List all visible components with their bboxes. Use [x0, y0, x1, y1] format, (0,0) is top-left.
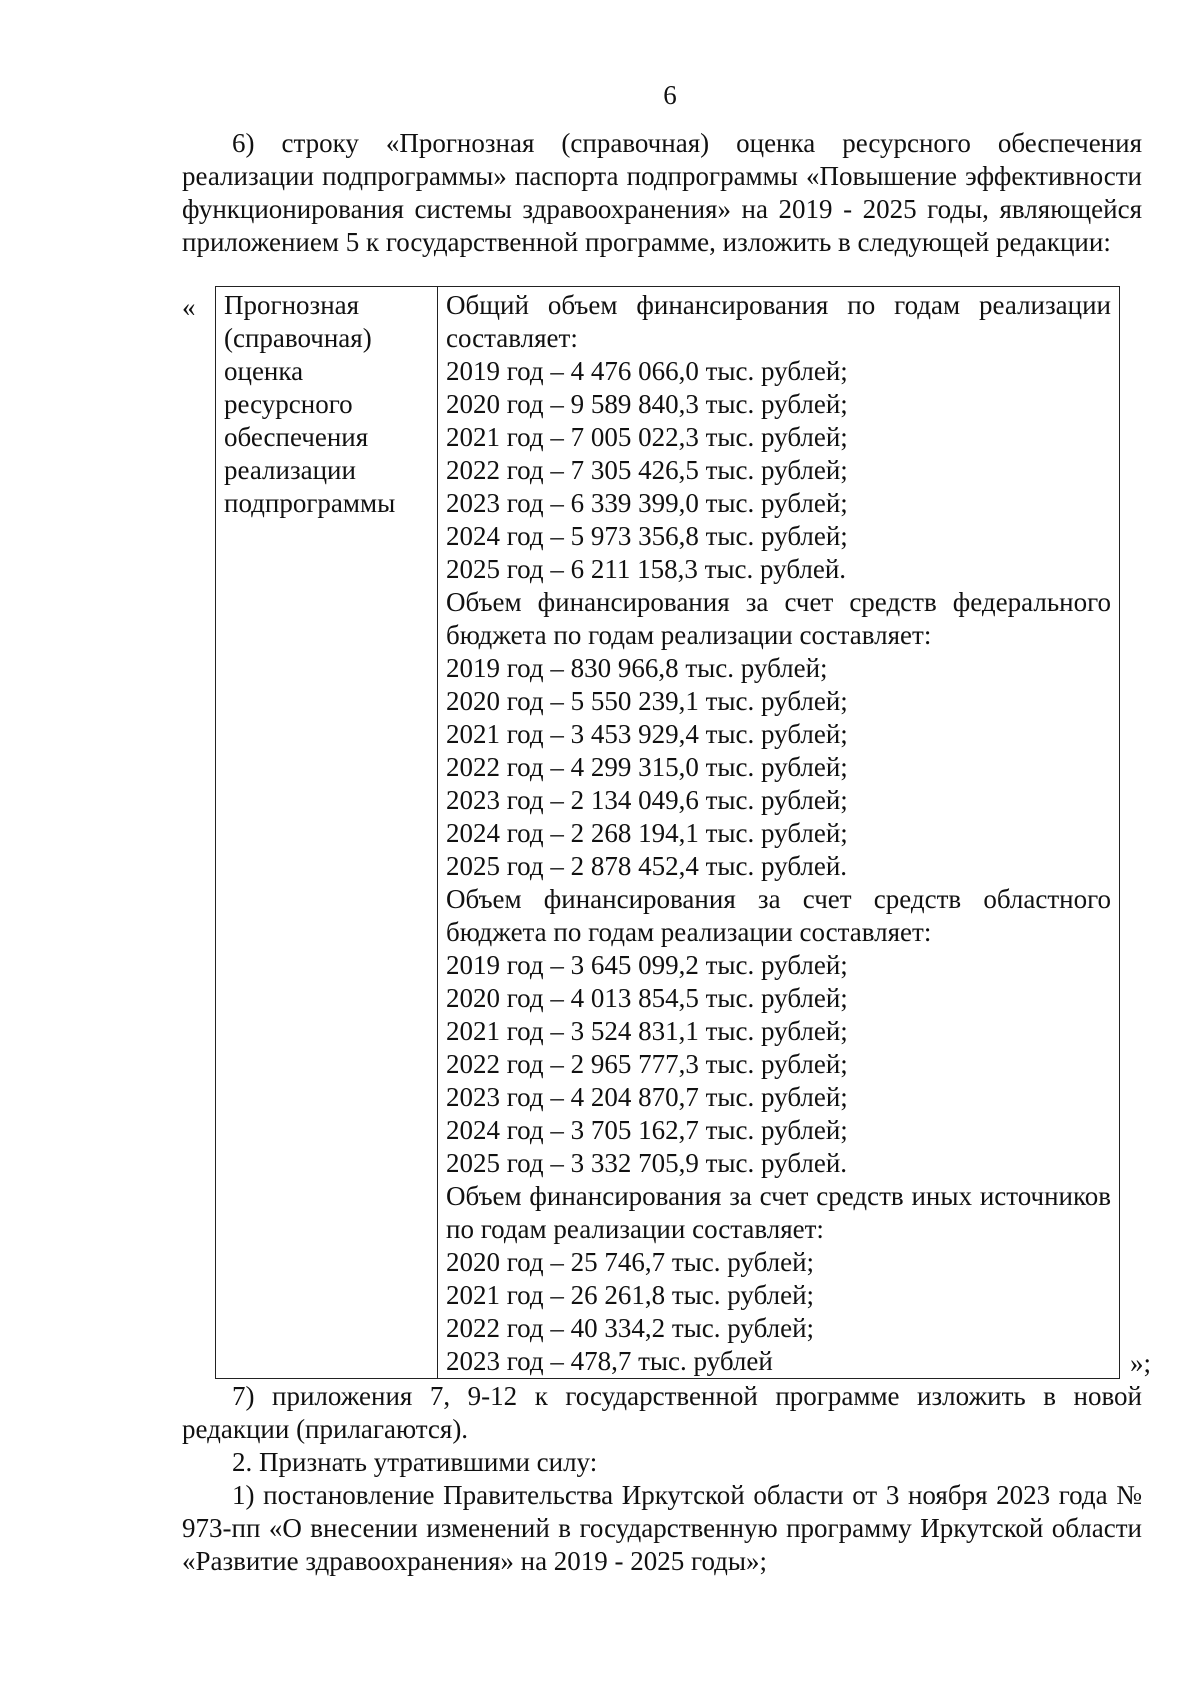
total-financing-line: 2025 год – 6 211 158,3 тыс. рублей.	[446, 554, 847, 584]
regional-financing-line: 2023 год – 4 204 870,7 тыс. рублей;	[446, 1082, 848, 1112]
other-financing-line: 2020 год – 25 746,7 тыс. рублей;	[446, 1247, 815, 1277]
row-label-line: Прогнозная	[224, 290, 360, 320]
total-financing-line: 2021 год – 7 005 022,3 тыс. рублей;	[446, 422, 848, 452]
total-financing-line: 2023 год – 6 339 399,0 тыс. рублей;	[446, 488, 848, 518]
other-financing-line: 2022 год – 40 334,2 тыс. рублей;	[446, 1313, 815, 1343]
other-financing-heading: Объем финансирования за счет средств иных источников по годам реализации составляет:	[446, 1181, 1111, 1244]
page-number: 6	[663, 80, 677, 110]
federal-financing-line: 2021 год – 3 453 929,4 тыс. рублей;	[446, 719, 848, 749]
row-label-cell	[216, 287, 438, 1379]
regional-financing-line: 2019 год – 3 645 099,2 тыс. рублей;	[446, 950, 848, 980]
total-financing-line: 2024 год – 5 973 356,8 тыс. рублей;	[446, 521, 848, 551]
passport-table	[215, 286, 1120, 1379]
total-financing-line: 2022 год – 7 305 426,5 тыс. рублей;	[446, 455, 848, 485]
paragraph-subitem-1: 1) постановление Правительства Иркутской области от 3 ноября 2023 года № 973-пп «О внесении изменений в государственную программу Иркутской области «Развитие здравоохранения» на 2019 - 2025 годы»;	[182, 1480, 1142, 1576]
financing-cell	[438, 287, 1120, 1379]
federal-financing-line: 2025 год – 2 878 452,4 тыс. рублей.	[446, 851, 848, 881]
regional-financing-line: 2025 год – 3 332 705,9 тыс. рублей.	[446, 1148, 848, 1178]
paragraph-item-7: 7) приложения 7, 9-12 к государственной программе изложить в новой редакции (прилагаются).	[182, 1381, 1142, 1444]
row-label-line: ресурсного	[224, 389, 353, 419]
federal-financing-line: 2019 год – 830 966,8 тыс. рублей;	[446, 653, 828, 683]
regional-financing-line: 2020 год – 4 013 854,5 тыс. рублей;	[446, 983, 848, 1013]
federal-financing-line: 2020 год – 5 550 239,1 тыс. рублей;	[446, 686, 848, 716]
row-label-line: обеспечения	[224, 422, 369, 452]
total-financing-line: 2020 год – 9 589 840,3 тыс. рублей;	[446, 389, 848, 419]
table-row	[216, 287, 1120, 1379]
other-financing-line: 2021 год – 26 261,8 тыс. рублей;	[446, 1280, 815, 1310]
federal-financing-line: 2023 год – 2 134 049,6 тыс. рублей;	[446, 785, 848, 815]
federal-financing-line: 2022 год – 4 299 315,0 тыс. рублей;	[446, 752, 848, 782]
regional-financing-line: 2022 год – 2 965 777,3 тыс. рублей;	[446, 1049, 848, 1079]
row-label-line: подпрограммы	[224, 488, 396, 518]
total-financing-line: 2019 год – 4 476 066,0 тыс. рублей;	[446, 356, 848, 386]
paragraph-item-6: 6) строку «Прогнозная (справочная) оценка ресурсного обеспечения реализации подпрограммы» паспорта подпрограммы «Повышение эффективности функционирования системы здравоохранения» на 2019 - 2025 годы, являющейся приложением 5 к государственной программе, изложить в следующей редакции:	[182, 128, 1142, 257]
other-financing-line: 2023 год – 478,7 тыс. рублей	[446, 1346, 773, 1376]
row-label-line: (справочная)	[224, 323, 372, 353]
regional-financing-line: 2021 год – 3 524 831,1 тыс. рублей;	[446, 1016, 848, 1046]
total-financing-heading: Общий объем финансирования по годам реализации составляет:	[446, 290, 1111, 353]
federal-financing-line: 2024 год – 2 268 194,1 тыс. рублей;	[446, 818, 848, 848]
paragraph-point-2: 2. Признать утратившими силу:	[232, 1447, 598, 1477]
federal-financing-heading: Объем финансирования за счет средств федерального бюджета по годам реализации составляет:	[446, 587, 1111, 650]
quote-open: «	[182, 292, 196, 322]
row-label-line: оценка	[224, 356, 304, 386]
regional-financing-heading: Объем финансирования за счет средств областного бюджета по годам реализации составляет:	[446, 884, 1111, 947]
quote-close: »;	[1130, 1348, 1152, 1378]
row-label-line: реализации	[224, 455, 356, 485]
regional-financing-line: 2024 год – 3 705 162,7 тыс. рублей;	[446, 1115, 848, 1145]
